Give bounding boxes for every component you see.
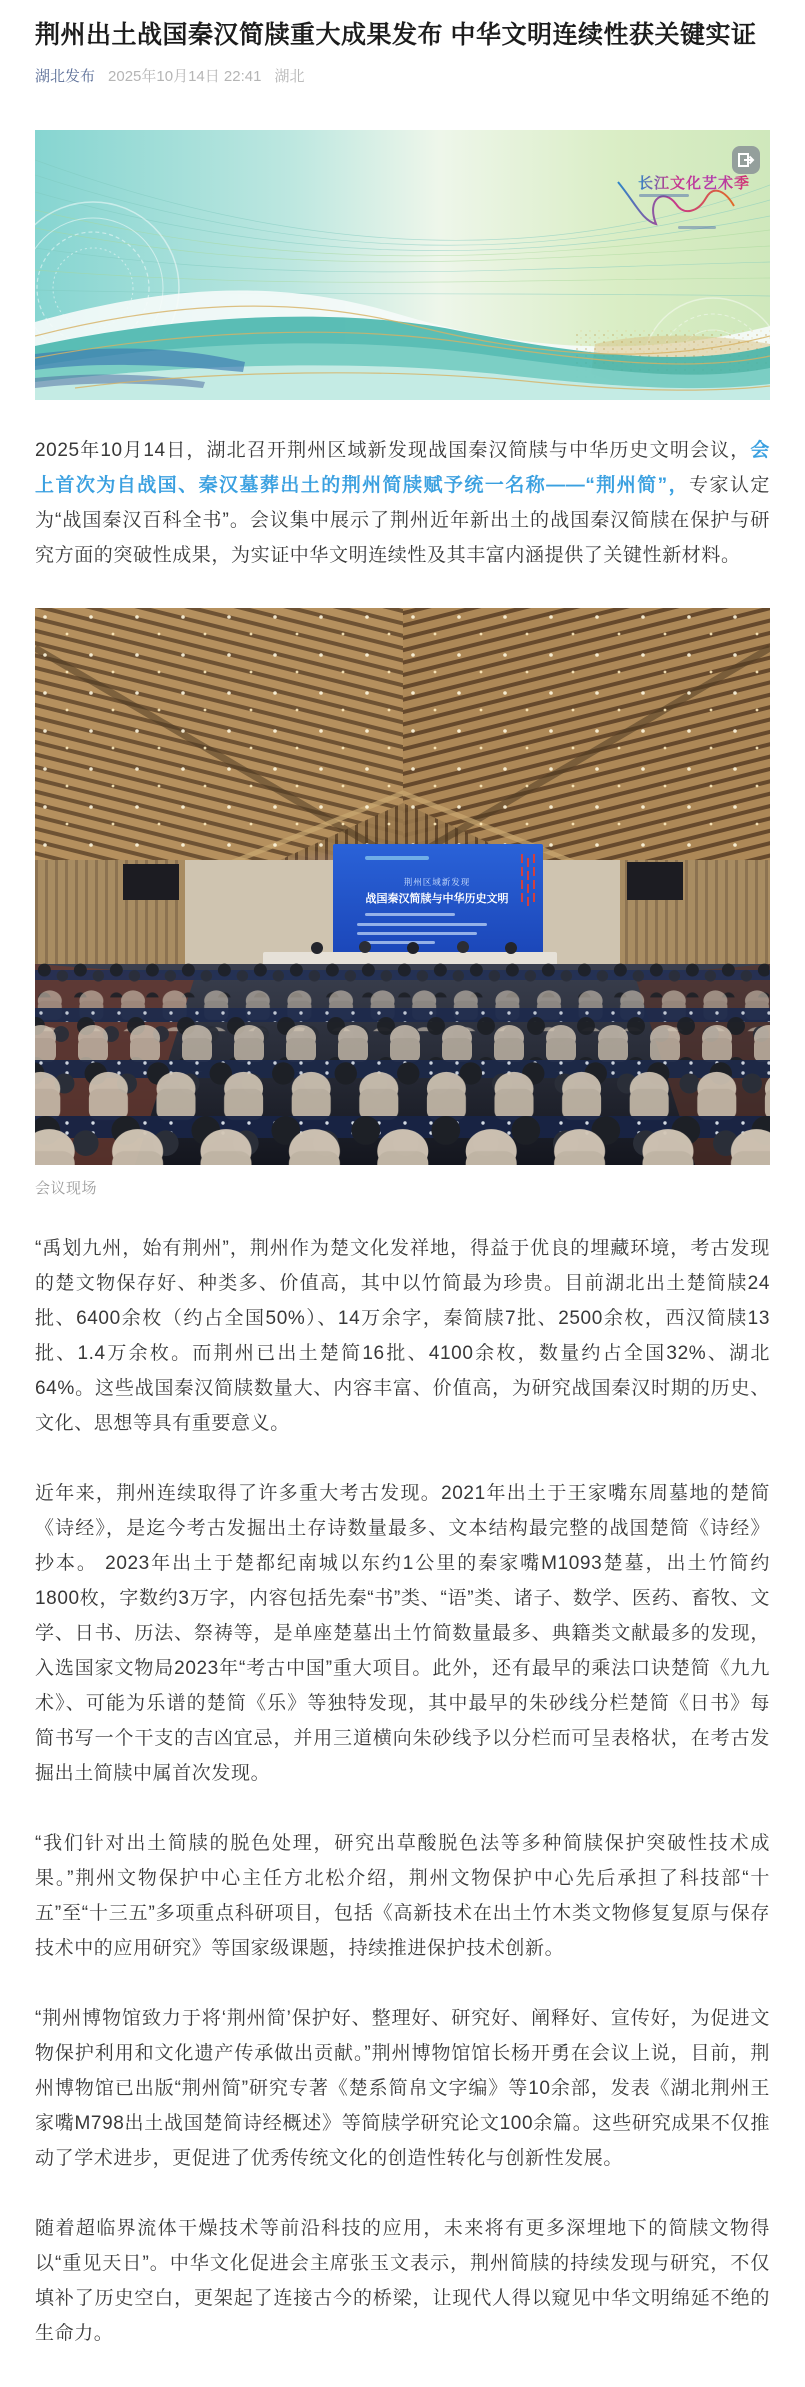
banner-art bbox=[35, 130, 770, 400]
conference-photo[interactable] bbox=[35, 608, 770, 1165]
paragraph-3: 近年来，荆州连续取得了许多重大考古发现。2021年出土于王家嘴东周墓地的楚简《诗经》，是迄今考古发掘出土存诗数量最多、文本结构最完整的战国楚简《诗经》抄本。 2023年出土于楚都纪南城以东约1公里的秦家嘴M1093楚墓，出土竹简约1800枚，字数约3万字，内容包括先秦“书”类、“语”类、诸子、数学、医药、畜牧、文学、日书、历法、祭祷等，是单座楚墓出土竹简数量最多、典籍类文献最多的发现，入选国家文物局2023年“考古中国”重大项目。此外，还有最早的乘法口诀楚简《九九术》、可能为乐谱的楚简《乐》等独特发现，其中最早的朱砂线分栏楚简《日书》每简书写一个干支的吉凶宜忌，并用三道横向朱砂线予以分栏而可呈表格状，在考古发掘出土简牍中属首次发现。 bbox=[35, 1483, 770, 1784]
photo-caption: 会议现场 bbox=[35, 1180, 98, 1197]
publish-datetime: 2025年10月14日 22:41 bbox=[108, 68, 262, 85]
banner-image[interactable] bbox=[35, 130, 770, 400]
logo-subtext-bar-2 bbox=[678, 226, 716, 229]
logo-subtext-bar bbox=[639, 194, 689, 197]
paragraph-4: “我们针对出土简牍的脱色处理，研究出草酸脱色法等多种简牍保护突破性技术成果。”荆州文物保护中心主任方北松介绍，荆州文物保护中心先后承担了科技部“十五”至“十三五”多项重点科研项目，包括《高新技术在出土竹木类文物修复复原与保存技术中的应用研究》等国家级课题，持续推进保护技术创新。 bbox=[35, 1833, 770, 1959]
screen-title: 战国秦汉简牍与中华历史文明 bbox=[365, 893, 509, 905]
screen-small-header-bar bbox=[365, 856, 429, 860]
paragraph-6: 随着超临界流体干燥技术等前沿科技的应用，未来将有更多深埋地下的简牍文物得以“重见天日”。中华文化促进会主席张玉文表示，荆州简牍的持续发现与研究，不仅填补了历史空白，更架起了连接古今的桥梁，让现代人得以窥见中华文明绵延不绝的生命力。 bbox=[35, 2218, 770, 2344]
p1-highlight-text: 会上首次为自战国、秦汉墓葬出土的荆州简牍赋予统一名称——“荆州简”， bbox=[35, 440, 770, 496]
p1-text-pre: 2025年10月14日，湖北召开荆州区域新发现战国秦汉简牍与中华历史文明会议， bbox=[35, 440, 751, 461]
side-screen-left bbox=[123, 864, 179, 900]
source-link[interactable]: 湖北发布 bbox=[35, 68, 96, 85]
conference-photo-art bbox=[35, 608, 770, 1165]
paragraph-5: “荆州博物馆致力于将‘荆州简’保护好、整理好、研究好、阐释好、宣传好，为促进文物保护利用和文化遗产传承做出贡献。”荆州博物馆馆长杨开勇在会议上说，目前，荆州博物馆已出版“荆州简”研究专著《楚系简帛文字编》等10余部，发表《湖北荆州王家嘴M798出土战国楚简诗经概述》等简牍学研究论文100余篇。这些研究成果不仅推动了学术进步，更促进了优秀传统文化的创造性转化与创新性发展。 bbox=[35, 2008, 770, 2169]
audience-area bbox=[35, 960, 770, 1165]
article-meta bbox=[35, 65, 770, 86]
screen-subtitle: 荆州区域新发现 bbox=[403, 877, 471, 887]
p1-text-post: 专家认定为“战国秦汉百科全书”。会议集中展示了荆州近年新出土的战国秦汉简牍在保护与研究方面的突破性成果，为实证中华文明连续性及其丰富内涵提供了关键性新材料。 bbox=[35, 475, 770, 566]
banner-corner-icon bbox=[732, 146, 760, 174]
paragraph-2: “禹划九州，始有荆州”，荆州作为楚文化发祥地，得益于优良的埋藏环境，考古发现的楚文物保存好、种类多、价值高，其中以竹简最为珍贵。目前湖北出土楚简牍24批、6400余枚（约占全国50%）、14万余字，秦简牍7批、2500余枚，西汉简牍13批、1.4万余枚。而荆州已出土楚简16批、4100余枚，数量约占全国32%、湖北64%。这些战国秦汉简牍数量大、内容丰富、价值高，为研究战国秦汉时期的历史、文化、思想等具有重要意义。 bbox=[35, 1238, 770, 1434]
publish-location: 湖北 bbox=[274, 68, 305, 85]
banner-logo-text: 长江文化艺术季 bbox=[638, 175, 751, 192]
paragraph-1 bbox=[35, 433, 770, 573]
side-screen-right bbox=[627, 862, 683, 900]
projection-screen bbox=[333, 844, 543, 958]
article-title: 荆州出土战国秦汉简牍重大成果发布 中华文明连续性获关键实证 bbox=[35, 21, 757, 49]
